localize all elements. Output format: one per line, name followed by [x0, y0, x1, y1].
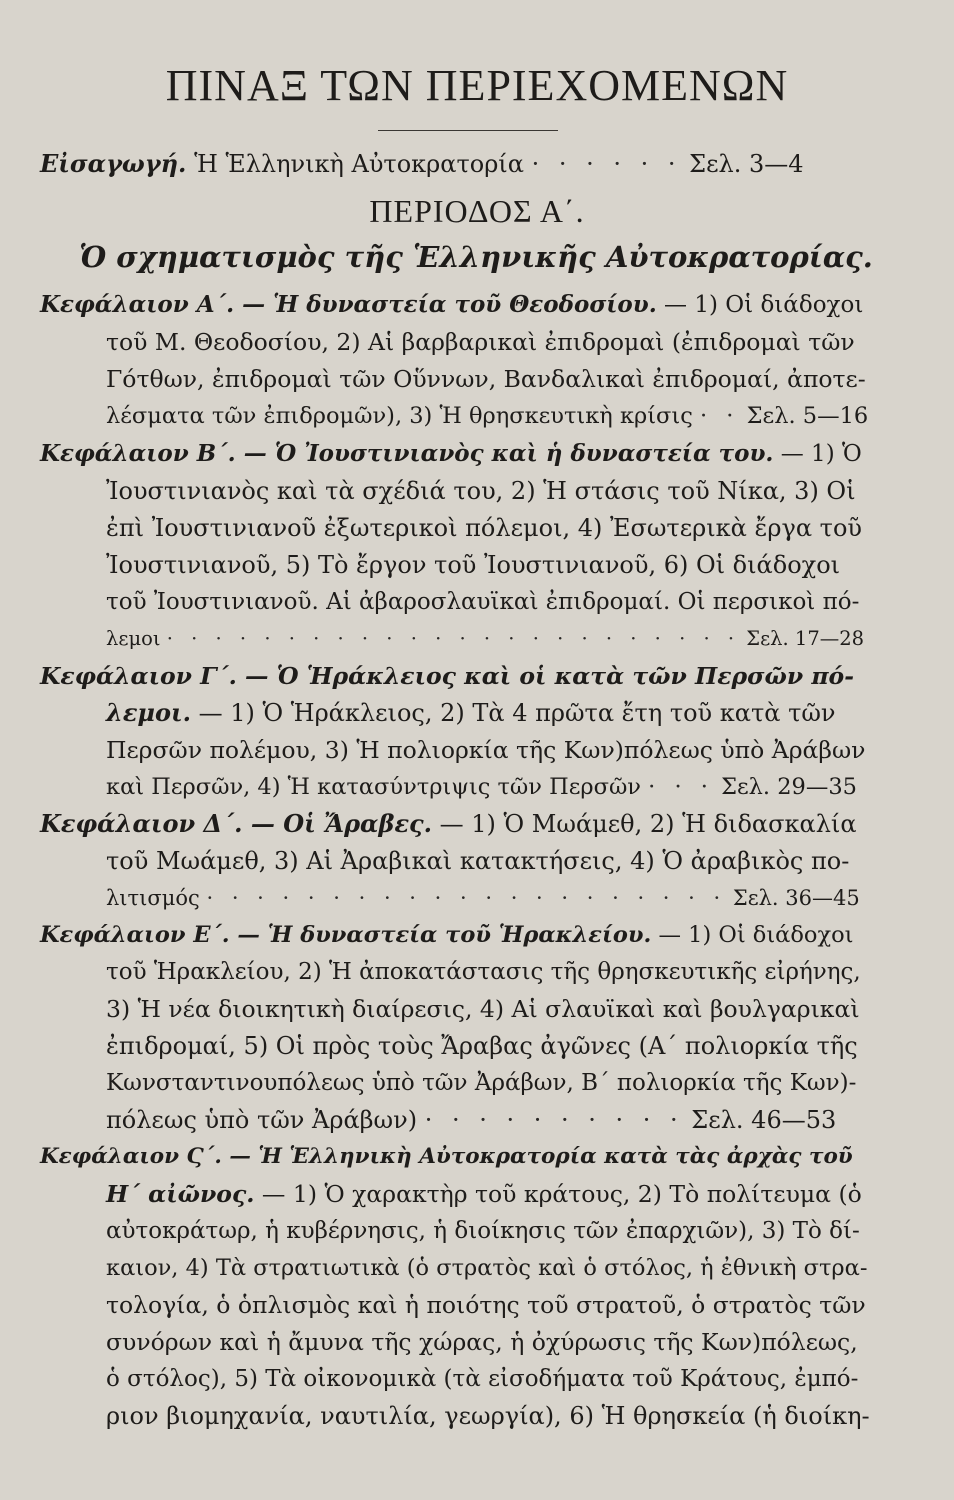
entry-line: συνόρων καὶ ἡ ἄμυνα τῆς χώρας, ἡ ὀχύρωσις τῆς Κων)πόλεως,	[106, 1328, 858, 1356]
page-title: ΠΙΝΑΞ ΤΩΝ ΠΕΡΙΕΧΟΜΕΝΩΝ	[165, 61, 789, 110]
intro-text: Ἡ Ἑλληνικὴ Αὐτοκρατορία	[194, 150, 524, 178]
entry-text: — 1) Ὁ χαρακτὴρ τοῦ κράτους, 2) Τὸ πολίτευμα (ὁ	[261, 1180, 862, 1208]
entry-line: καιον, 4) Τὰ στρατιωτικὰ (ὁ στρατὸς καὶ ὁ στόλος, ἡ ἐθνικὴ στρα-	[106, 1255, 868, 1281]
entry-text: — 1) Οἱ διάδοχοι	[658, 922, 854, 948]
page-ref: Σελ. 17—28	[746, 627, 865, 650]
entry-text: — 1) Ὁ Μωάμεθ, 2) Ἡ διδασκαλία	[439, 810, 857, 838]
entry-line: τολογία, ὁ ὁπλισμὸς καὶ ἡ ποιότης τοῦ στρατοῦ, ὁ στρατὸς τῶν	[106, 1291, 866, 1319]
chapter-label: Κεφάλαιον Γ΄. — Ὁ Ἡράκλειος καὶ οἱ κατὰ τῶν Περσῶν πό-	[40, 662, 854, 690]
chapter-f-heading	[40, 1137, 853, 1177]
entry-line: Περσῶν πολέμου, 3) Ἡ πολιορκία τῆς Κων)πόλεως ὑπὸ Ἀράβων	[106, 736, 866, 764]
entry-line: ὁ στόλος), 5) Τὰ οἰκονομικὰ (τὰ εἰσοδήματα τοῦ Κράτους, ἐμπό-	[106, 1366, 859, 1392]
entry-line-last	[106, 396, 868, 436]
entry-line: αὐτοκράτωρ, ἡ κυβέρνησις, ἡ διοίκησις τῶν ἐπαρχιῶν), 3) Τὸ δί-	[106, 1218, 860, 1244]
entry-text: καὶ Περσῶν, 4) Ἡ κατασύντριψις τῶν Περσῶν	[106, 774, 641, 800]
entry-line: 3) Ἡ νέα διοικητικὴ διαίρεσις, 4) Αἱ σλαυϊκαὶ καὶ βουλγαρικαὶ	[106, 995, 860, 1023]
leader-dots: · · · · · ·	[531, 150, 682, 178]
entry-line: τοῦ Ἡρακλείου, 2) Ἡ ἀποκατάστασις τῆς θρησκευτικῆς εἰρήνης,	[106, 959, 861, 985]
entry-text: λέσματα τῶν ἐπιδρομῶν), 3) Ἡ θρησκευτικὴ κρίσις	[106, 403, 693, 429]
intro-label: Εἰσαγωγή.	[40, 149, 187, 178]
chapter-c-heading	[40, 656, 854, 696]
entry-line	[106, 693, 836, 733]
page-ref: Σελ. 29—35	[721, 774, 857, 800]
entry-line: ἐπὶ Ἰουστινιανοῦ ἐξωτερικοὶ πόλεμοι, 4) Ἐσωτερικὰ ἔργα τοῦ	[106, 514, 862, 542]
entry-line: τοῦ Μ. Θεοδοσίου, 2) Αἱ βαρβαρικαὶ ἐπιδρομαὶ (ἐπιδρομαὶ τῶν	[106, 328, 855, 356]
leader-dots: · · · · · · · · · ·	[424, 1106, 684, 1134]
chapter-d-heading	[40, 804, 857, 844]
chapter-label: Κεφάλαιον Ε΄. — Ἡ δυναστεία τοῦ Ἡρακλείου.	[40, 922, 652, 948]
chapter-label-cont: Η΄ αἰῶνος.	[106, 1180, 255, 1208]
entry-text: λιτισμός	[106, 886, 200, 910]
entry-line-last	[106, 767, 857, 807]
chapter-label-cont: λεμοι.	[106, 698, 191, 727]
chapter-label: Κεφάλαιον Δ΄. — Οἱ Ἄραβες.	[40, 809, 433, 838]
page-ref: Σελ. 46—53	[691, 1106, 837, 1134]
entry-line-last	[106, 1100, 836, 1140]
leader-dots: · ·	[700, 403, 740, 429]
entry-line: Ἰουστινιανὸς καὶ τὰ σχέδιά του, 2) Ἡ στάσις τοῦ Νίκα, 3) Οἱ	[106, 477, 856, 505]
entry-line: Γότθων, ἐπιδρομαὶ τῶν Οὕννων, Βανδαλικαὶ ἐπιδρομαί, ἀποτε-	[106, 365, 866, 393]
chapter-label: Κεφάλαιον Α΄. — Ἡ δυναστεία τοῦ Θεοδοσίου.	[40, 291, 657, 318]
page-ref: Σελ. 36—45	[732, 886, 860, 910]
chapter-a-heading	[40, 285, 863, 325]
entry-line: Κωνσταντινουπόλεως ὑπὸ τῶν Ἀράβων, Β΄ πολιορκία τῆς Κων)-	[106, 1070, 857, 1096]
chapter-label: Κεφάλαιον Β΄. — Ὁ Ἰουστινιανὸς καὶ ἡ δυναστεία του.	[40, 440, 774, 467]
leader-dots: · · · · · · · · · · · · · · · · · · · · · · · ·	[166, 627, 741, 650]
entry-line: ριον βιομηχανία, ναυτιλία, γεωργία), 6) Ἡ θρησκεία (ἡ διοίκη-	[106, 1402, 870, 1430]
entry-line-last	[106, 619, 864, 659]
leader-dots: · · ·	[648, 774, 714, 800]
entry-line: τοῦ Ἰουστινιανοῦ. Αἱ ἀβαροσλαυϊκαὶ ἐπιδρομαί. Οἱ περσικοὶ πό-	[106, 589, 860, 615]
entry-text: — 1) Ὁ Ἡράκλειος, 2) Τὰ 4 πρῶτα ἔτη τοῦ κατὰ τῶν	[198, 699, 836, 727]
leader-dots: · · · · · · · · · · · · · · · · · · · · ·	[206, 886, 727, 910]
toc-entry-intro	[40, 144, 804, 184]
title-divider	[378, 130, 558, 131]
chapter-b-heading	[40, 434, 862, 474]
entry-text: πόλεως ὑπὸ τῶν Ἀράβων)	[106, 1106, 418, 1134]
entry-text: — 1) Ὁ	[780, 441, 862, 467]
period-subtitle: Ὁ σχηματισμὸς τῆς Ἑλληνικῆς Αὐτοκρατορίας.	[79, 240, 873, 274]
chapter-e-heading	[40, 915, 853, 955]
entry-line	[106, 1174, 862, 1214]
period-heading: ΠΕΡΙΟΔΟΣ Α΄.	[369, 193, 585, 229]
entry-line: ἐπιδρομαί, 5) Οἱ πρὸς τοὺς Ἄραβας ἀγῶνες (Α΄ πολιορκία τῆς	[106, 1032, 858, 1060]
entry-line: Ἰουστινιανοῦ, 5) Τὸ ἔργον τοῦ Ἰουστινιανοῦ, 6) Οἱ διάδοχοι	[106, 551, 841, 579]
entry-text: — 1) Οἱ διάδοχοι	[664, 292, 864, 318]
page-ref: Σελ. 5—16	[746, 403, 869, 429]
chapter-label: Κεφάλαιον Ϛ΄. — Ἡ Ἑλληνικὴ Αὐτοκρατορία κατὰ τὰς ἀρχὰς τοῦ	[40, 1144, 853, 1169]
entry-text: λεμοι	[106, 627, 161, 650]
page-ref: Σελ. 3—4	[689, 150, 804, 178]
entry-line: τοῦ Μωάμεθ, 3) Αἱ Ἀραβικαὶ κατακτήσεις, 4) Ὁ ἀραβικὸς πο-	[106, 847, 850, 875]
entry-line-last	[106, 878, 860, 918]
